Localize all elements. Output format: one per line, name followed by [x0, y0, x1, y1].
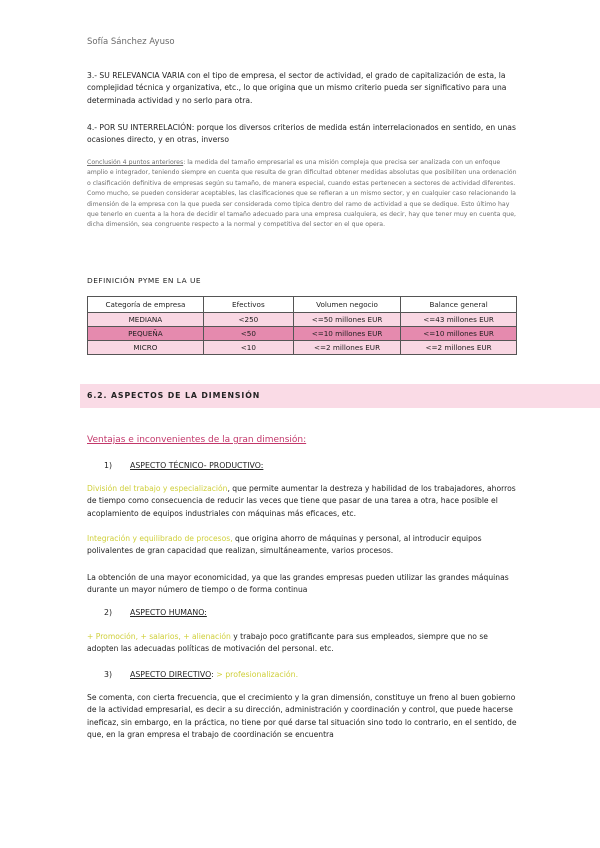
list-number: 2) — [104, 608, 113, 617]
human-paragraph — [87, 631, 517, 656]
paragraph-text: y trabajo poco gratificante para sus empleados, siempre que no se adopten las adecuadas políticas de motivación del personal. etc. — [87, 632, 488, 654]
table-cell: <=50 millones EUR — [293, 313, 400, 327]
list-item-directive — [104, 670, 298, 679]
table-cell: PEQUEÑA — [88, 327, 204, 341]
highlight-text: División del trabajo y especialización — [87, 484, 228, 493]
table-cell: <250 — [203, 313, 293, 327]
economicidad-paragraph: La obtención de una mayor economicidad, ya que las grandes empresas pueden utilizar las grandes máquinas durante un mayor número de tiempo o de forma continua — [87, 573, 509, 595]
table-cell: <50 — [203, 327, 293, 341]
list-number: 3) — [104, 670, 113, 679]
table-cell: MICRO — [88, 341, 204, 355]
conclusion-text: : la medida del tamaño empresarial es una misión compleja que precisa ser analizada con un enfoque amplio e integrador, teniendo siempre en cuenta que resulta de gran dificultad obtener medidas absolutas que posibiliten una ordenación o clasificación definitiva de empresas según su tamaño, de manera especial, cuando estas pertenecen a sectores de actividad diferentes. Como mucho, se pueden considerar aceptables, las clasificaciones que se refieran a un mismo sector, y en cualquier caso relacionando la dimensión de la empresa con la que pueda ser considerada como típica dentro del ramo de actividad a que se dedique. Esto último hay que tenerlo en cuenta a la hora de decidir el tamaño adecuado para una empresa cualquiera, es decir, hay que tener muy en cuenta que, dicha dimensión, sea congruente respecto a la normal y competitiva del sector en el que opera. — [87, 159, 517, 229]
highlight-text: > profesionalización. — [216, 670, 299, 679]
list-item-technical — [104, 461, 263, 470]
table-cell: <=10 millones EUR — [293, 327, 400, 341]
conclusion-label: Conclusión 4 puntos anteriores — [87, 159, 184, 166]
advantages-heading: Ventajas e inconvenientes de la gran dimensión: — [87, 435, 307, 445]
table-header-cell: Categoría de empresa — [88, 297, 204, 313]
table-header-cell: Volumen negocio — [293, 297, 400, 313]
table-header-row — [88, 297, 517, 313]
table-header-cell: Balance general — [401, 297, 517, 313]
table-row — [88, 341, 517, 355]
table-cell: <10 — [203, 341, 293, 355]
list-separator: : — [211, 670, 217, 679]
table-cell: MEDIANA — [88, 313, 204, 327]
integracion-paragraph — [87, 533, 517, 558]
table-cell: <=2 millones EUR — [401, 341, 517, 355]
table-cell: <=2 millones EUR — [293, 341, 400, 355]
paragraph-text: , que permite aumentar la destreza y habilidad de los trabajadores, ahorros de tiempo como consecuencia de reducir las veces que tiene que pasar de una tarea a otra, hace posible el acoplamiento de equipos industriales con máquinas más eficaces, etc. — [87, 484, 516, 518]
point-4-paragraph: 4.- POR SU INTERRELACIÓN: porque los diversos criterios de medida están interrelacionados en sentido, en unas ocasiones directo, y en otras, inverso — [87, 123, 516, 145]
table-row — [88, 313, 517, 327]
division-trabajo-paragraph — [87, 483, 517, 520]
definition-title: DEFINICIÓN PYME EN LA UE — [87, 276, 202, 285]
directive-paragraph: Se comenta, con cierta frecuencia, que el crecimiento y la gran dimensión, constituye un freno al buen gobierno de la actividad empresarial, es decir a su dirección, administración y coordinación y control, que puede hacerse ineficaz, sin embargo, en la práctica, no tiene por qué darse tal situación sino todo lo contrario, en el sentido, de que, en la gran empresa el trabajo de coordinación se encuentra — [87, 693, 517, 739]
highlight-text: + Promoción, + salarios, + alienación — [87, 632, 231, 641]
table-cell: <=10 millones EUR — [401, 327, 517, 341]
list-number: 1) — [104, 461, 113, 470]
list-label: ASPECTO HUMANO: — [130, 608, 207, 617]
point-3-paragraph: 3.- SU RELEVANCIA VARIA con el tipo de empresa, el sector de actividad, el grado de capitalización de esta, la complejidad técnica y organizativa, etc., lo que origina que un mismo criterio pueda ser significativo para una determinada actividad y no serlo para otra. — [87, 71, 507, 105]
paragraph-text: que origina ahorro de máquinas y personal, al introducir equipos polivalentes de gran capacidad que realizan, simultáneamente, varios procesos. — [87, 534, 482, 556]
list-label: ASPECTO DIRECTIVO — [130, 670, 212, 679]
highlight-text: Integración y equilibrado de procesos, — [87, 534, 233, 543]
author-header: Sofía Sánchez Ayuso — [87, 37, 175, 47]
section-title: 6.2. ASPECTOS DE LA DIMENSIÓN — [87, 391, 261, 400]
table-cell: <=43 millones EUR — [401, 313, 517, 327]
table-header-cell: Efectivos — [203, 297, 293, 313]
list-item-human — [104, 608, 207, 617]
table-row — [88, 327, 517, 341]
conclusion-paragraph — [87, 158, 517, 231]
pyme-definition-table — [87, 296, 517, 355]
list-label: ASPECTO TÉCNICO- PRODUCTIVO: — [130, 461, 264, 470]
